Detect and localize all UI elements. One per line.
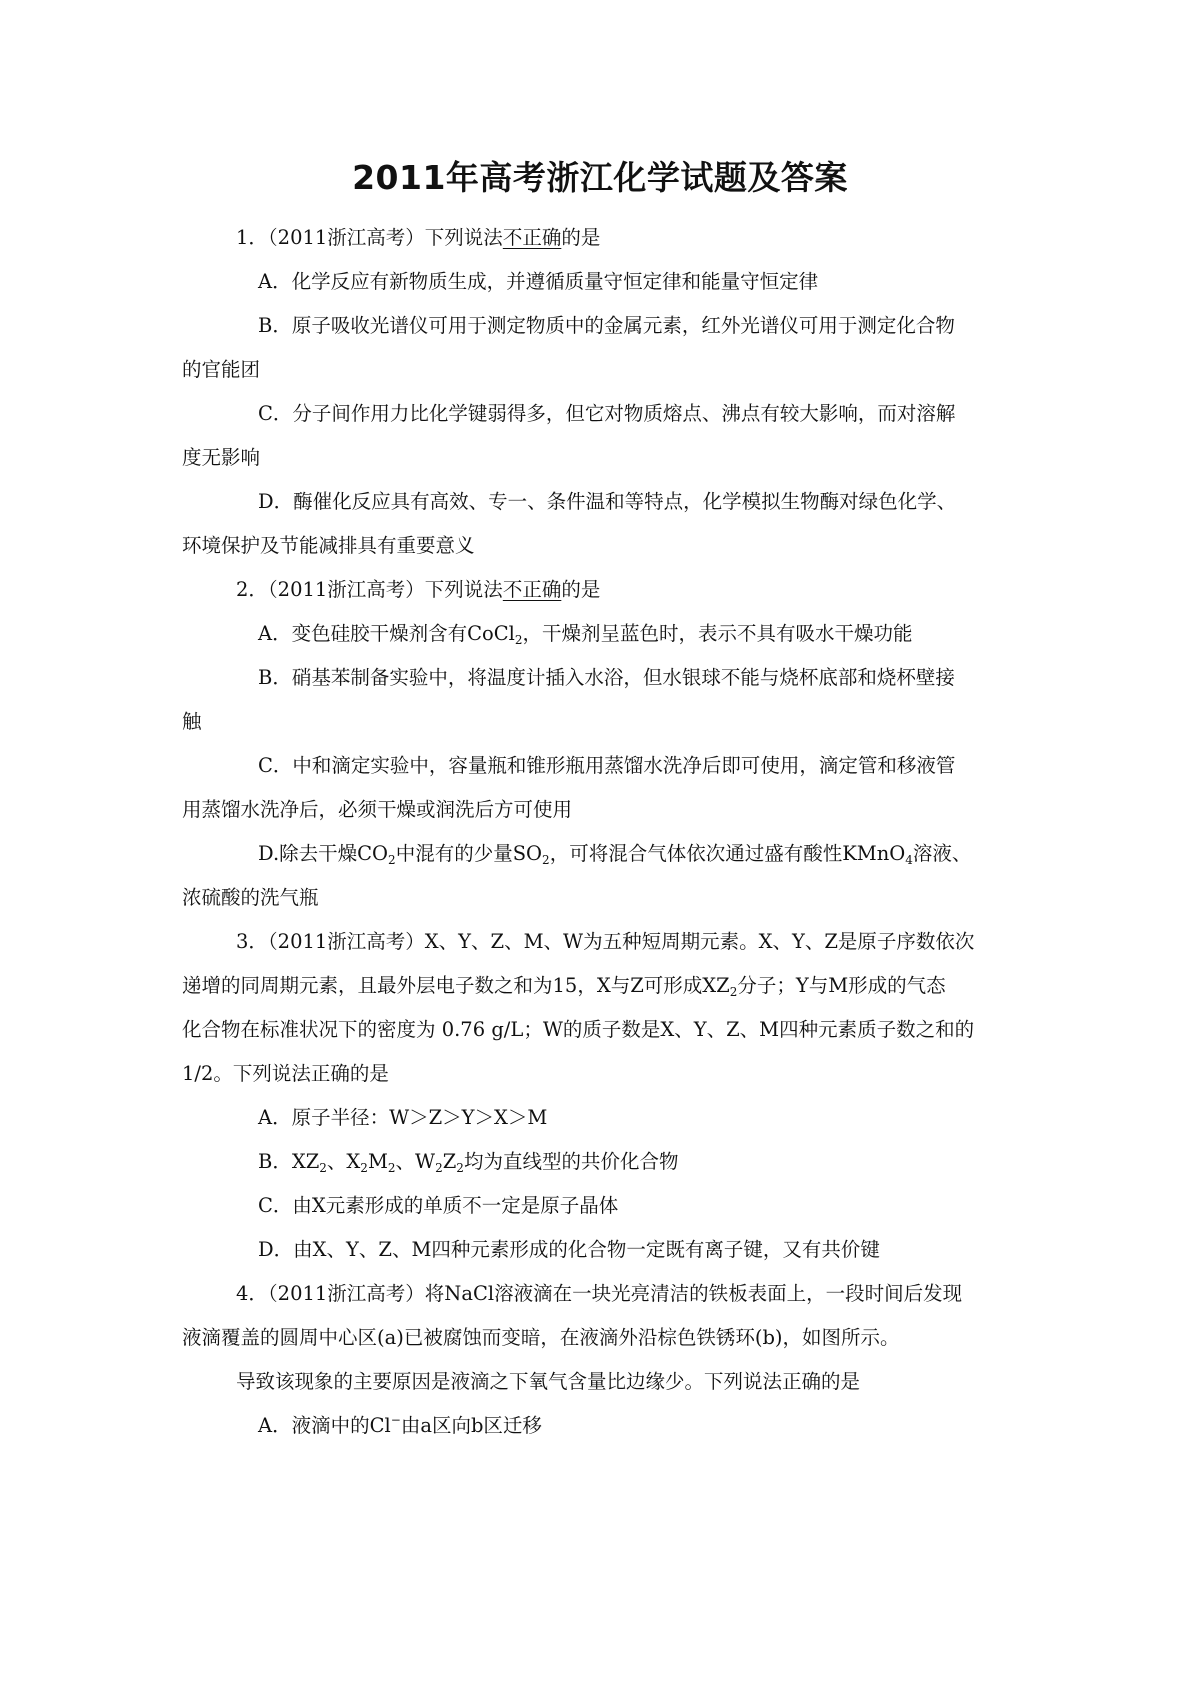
q4-stem-line-3: 导致该现象的主要原因是液滴之下氧气含量比边缘少。下列说法正确的是: [236, 1370, 861, 1393]
q3-option-b-text-2: 、X: [326, 1150, 361, 1173]
superscript: −: [390, 1413, 401, 1427]
q4-option-a-text: A．液滴中的Cl: [258, 1414, 391, 1437]
q2-number: 2．: [236, 578, 268, 601]
q1-option-c-cont: 度无影响: [182, 446, 261, 469]
q2-option-c-cont: 用蒸馏水洗净后，必须干燥或润洗后方可使用: [182, 798, 573, 821]
q1-option-a: A．化学反应有新物质生成，并遵循质量守恒定律和能量守恒定律: [258, 270, 819, 293]
q3-stem-line-3: 化合物在标准状况下的密度为 0.76 g/L；W的质子数是X、Y、Z、M四种元素质子数之和的: [182, 1018, 975, 1041]
q4-stem-line-2: 液滴覆盖的圆周中心区(a)已被腐蚀而变暗，在液滴外沿棕色铁锈环(b)，如图所示。: [182, 1326, 900, 1349]
q3-option-b-text-6: 均为直线型的共价化合物: [463, 1150, 679, 1173]
q3-option-d: D．由X、Y、Z、M四种元素形成的化合物一定既有离子键，又有共价键: [258, 1238, 880, 1261]
q2-option-c: C．中和滴定实验中，容量瓶和锥形瓶用蒸馏水洗净后即可使用，滴定管和移液管: [258, 754, 956, 777]
q2-stem-end: 的是: [561, 578, 601, 601]
q2-option-d-text-4: 溶液、: [912, 842, 972, 865]
q3-stem-line-4: 1/2。下列说法正确的是: [182, 1062, 389, 1085]
subscript: 2: [435, 1161, 443, 1175]
q1-stem-text: （2011浙江高考）下列说法: [267, 226, 503, 249]
subscript: 2: [729, 985, 738, 999]
q4-stem: 4．（2011浙江高考）将NaCl溶液滴在一块光亮清洁的铁板表面上，一段时间后发现: [236, 1282, 963, 1305]
q1-option-b-cont: 的官能团: [182, 358, 261, 381]
q1-option-b: B．原子吸收光谱仪可用于测定物质中的金属元素，红外光谱仪可用于测定化合物: [258, 314, 955, 337]
q4-option-a-text-end: 由a区向b区迁移: [400, 1414, 542, 1437]
q2-stem-text: （2011浙江高考）下列说法: [267, 578, 503, 601]
q3-stem-line-2-end: 分子；Y与M形成的气态: [737, 974, 946, 997]
q2-stem-underline: 不正确: [502, 578, 562, 601]
subscript: 4: [905, 853, 913, 867]
q2-stem: [236, 576, 600, 604]
q2-option-b-cont: 触: [182, 710, 202, 733]
subscript: 2: [542, 853, 550, 867]
q2-option-a: [258, 620, 913, 648]
q3-stem-line-2-text: 递增的同周期元素，且最外层电子数之和为15，X与Z可形成XZ: [182, 974, 730, 997]
q1-option-d: D．酶催化反应具有高效、专一、条件温和等特点，化学模拟生物酶对绿色化学、: [258, 490, 957, 513]
q3-stem-line-2: [182, 972, 946, 1000]
q2-option-d-text-3: ，可将混合气体依次通过盛有酸性KMnO: [549, 842, 906, 865]
subscript: 2: [388, 853, 396, 867]
q3-option-c: C．由X元素形成的单质不一定是原子晶体: [258, 1194, 619, 1217]
q2-option-d: [258, 840, 971, 868]
q2-option-b: B．硝基苯制备实验中，将温度计插入水浴，但水银球不能与烧杯底部和烧杯壁接: [258, 666, 955, 689]
q1-stem-underline: 不正确: [502, 226, 562, 249]
subscript: 2: [456, 1161, 464, 1175]
q3-option-b-text-5: Z: [442, 1150, 457, 1173]
subscript: 2: [319, 1161, 327, 1175]
q2-option-d-cont: 浓硫酸的洗气瓶: [182, 886, 319, 909]
subscript: 2: [360, 1161, 368, 1175]
q2-option-a-text-end: ，干燥剂呈蓝色时，表示不具有吸水干燥功能: [522, 622, 913, 645]
q3-option-b: [258, 1148, 678, 1176]
q3-stem: 3．（2011浙江高考）X、Y、Z、M、W为五种短周期元素。X、Y、Z是原子序数依次: [236, 930, 975, 953]
q2-option-d-text: D.除去干燥CO: [258, 842, 389, 865]
q4-option-a: [258, 1412, 542, 1440]
q2-option-d-text-2: 中混有的少量SO: [395, 842, 543, 865]
q1-stem: [236, 224, 600, 252]
q3-option-a: A．原子半径：W＞Z＞Y＞X＞M: [258, 1106, 548, 1129]
q3-option-b-text-3: M: [367, 1150, 388, 1173]
q2-option-a-text: A．变色硅胶干燥剂含有CoCl: [258, 622, 515, 645]
q3-option-b-text: B．XZ: [258, 1150, 320, 1173]
q1-stem-end: 的是: [561, 226, 601, 249]
document-title: 2011年高考浙江化学试题及答案: [352, 158, 848, 197]
q1-number: 1．: [236, 226, 268, 249]
q1-option-d-cont: 环境保护及节能减排具有重要意义: [182, 534, 475, 557]
subscript: 2: [387, 1161, 396, 1175]
q3-option-b-text-4: 、W: [395, 1150, 436, 1173]
q1-option-c: C．分子间作用力比化学键弱得多，但它对物质熔点、沸点有较大影响，而对溶解: [258, 402, 956, 425]
subscript: 2: [514, 633, 523, 647]
